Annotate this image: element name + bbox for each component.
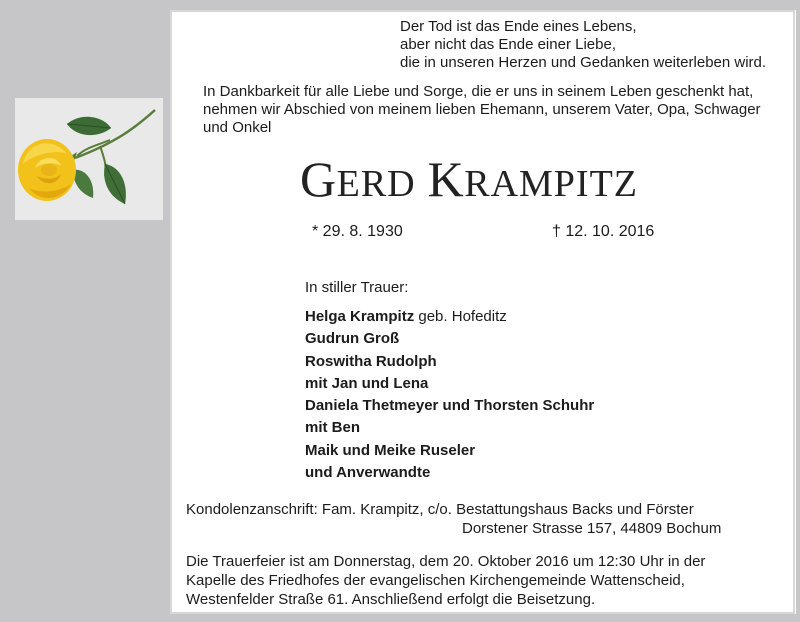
yellow-rose-icon xyxy=(15,98,163,220)
mourner-item: Gudrun Groß xyxy=(305,330,400,348)
last-name-rest: RAMPITZ xyxy=(464,163,639,205)
quote-line-3: die in unseren Herzen und Gedanken weiterleben wird. xyxy=(400,54,767,71)
mourner-item: und Anverwandte xyxy=(305,464,431,482)
mourner-maiden-name: geb. Hofeditz xyxy=(414,308,507,325)
quote-line-2: aber nicht das Ende einer Liebe, xyxy=(400,36,616,53)
mourner-item: Daniela Thetmeyer und Thorsten Schuhr xyxy=(305,397,595,415)
funeral-info: Die Trauerfeier ist am Donnerstag, dem 20. Oktober 2016 um 12:30 Uhr in der Kapelle des Friedhofes der evangelischen Kirchengemeinde Wattenscheid, Westenfelder Straße 61. Anschließend erfolgt die Beisetzung. xyxy=(186,553,706,608)
death-date: † 12. 10. 2016 xyxy=(552,223,655,240)
birth-date: * 29. 8. 1930 xyxy=(312,223,403,240)
first-name-rest: ERD xyxy=(336,163,416,205)
condolence-address: Kondolenzanschrift: Fam. Krampitz, c/o. Bestattungshaus Backs und Förster xyxy=(186,501,694,518)
mourner-name: Helga Krampitz xyxy=(305,308,415,325)
mourners-list xyxy=(305,306,594,484)
intro-text: In Dankbarkeit für alle Liebe und Sorge, die er uns in seinem Leben geschenkt hat, nehmen wir Abschied von meinem lieben Ehemann, unserem Vater, Opa, Schwager und Onkel xyxy=(203,83,761,136)
quote-line-1: Der Tod ist das Ende eines Lebens, xyxy=(400,18,637,35)
mourning-label: In stiller Trauer: xyxy=(305,279,409,296)
condolence-street: Dorstener Strasse 157, 44809 Bochum xyxy=(462,520,722,537)
mourner-item: mit Ben xyxy=(305,419,361,437)
mourner-item: Maik und Meike Ruseler xyxy=(305,441,476,459)
memorial-quote xyxy=(400,18,766,72)
first-name-initial: G xyxy=(300,151,337,207)
last-name-initial: K xyxy=(427,151,465,207)
mourner-item: mit Jan und Lena xyxy=(305,374,429,392)
mourner-item: Roswitha Rudolph xyxy=(305,352,437,370)
rose-image xyxy=(15,98,163,220)
deceased-name xyxy=(300,152,638,211)
mourner-item xyxy=(305,306,594,328)
